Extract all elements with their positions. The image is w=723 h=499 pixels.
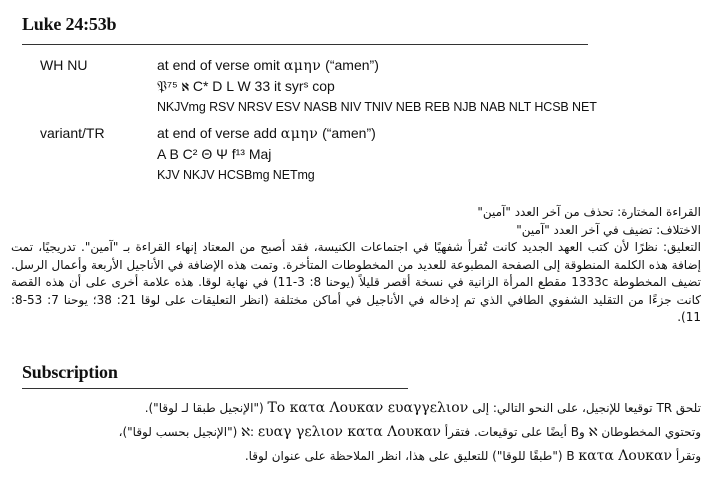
- reading-text-suffix: (“amen”): [318, 125, 376, 141]
- arabic-selected-reading: القراءة المختارة: تحذف من آخر العدد "آمين": [477, 205, 701, 219]
- reading-versions: KJV NKJV HCSBmg NETmg: [157, 168, 315, 182]
- subscription-heading: Subscription: [22, 362, 118, 382]
- reading-witnesses: 𝔓⁷⁵ ℵ C* D L W 33 it syrˢ cop: [157, 78, 335, 94]
- arabic-commentary: [11, 204, 701, 327]
- reading-versions: NKJVmg RSV NRSV ESV NASB NIV TNIV NEB REB NJB NAB NLT HCSB NET: [157, 100, 597, 114]
- subscription-greek: ευαγ γελιον κατα Λουκαν: [257, 424, 441, 440]
- arabic-commentary-text: التعليق: نظرًا لأن كتب العهد الجديد كانت تُقرأ شفهيًا في اجتماعات الكنيسة، فقد أصبح من المعتاد إنهاء القراءة بـ "آمين". تدريجيًا، تمت إضافة هذه الكلمة المنطوقة إلى الصفحة المطبوعة للعديد من المخطوطات المتأخرة. وتمت هذه الإضافة في الأناجيل الأربعة وأعمال الرسل. تضيف المخطوطة 1333c مقطع المرأة الزانية في نسخة أقصر قليلاً (يوحنا 8: 3-11) في نهاية لوقا. هذه علامة أخرى على أن هذه القصة كانت جزءًا من التقليد الشفوي الطافي الذي تم إدخاله في الأناجيل في أماكن مختلفة (انظر التعليقات على لوقا 21: 38؛ يوحنا 7: 53-8: 11).: [11, 240, 702, 324]
- subscription-arabic: تلحق TR توقيعا للإنجيل، على النحو التالي: إلى: [468, 401, 701, 415]
- greek-word: αμην: [283, 58, 322, 74]
- subscription-line: [11, 400, 701, 416]
- subscription-line: [11, 424, 701, 440]
- reading-text-suffix: (“amen”): [321, 57, 379, 73]
- subscription-arabic: وتحتوي المخطوطان ℵ وB أيضًا على توقيعات. فتقرأ ℵ:: [241, 425, 701, 439]
- page-heading: Luke 24:53b: [22, 14, 117, 34]
- subscription-line: [11, 448, 701, 464]
- subscription-arabic: ("طبقًا للوقا") للتعليق على هذا، انظر الملاحظة على عنوان لوقا.: [244, 449, 567, 463]
- greek-word: αμην: [280, 126, 319, 142]
- subscription-arabic: وتقرأ B: [566, 449, 701, 463]
- reading-text: [157, 56, 379, 76]
- subscription-greek: κατα Λουκαν: [578, 448, 673, 464]
- subscription-arabic: ("الإنجيل بحسب لوقا")،: [118, 425, 242, 439]
- reading-label-wh-nu: WH NU: [40, 57, 88, 73]
- subscription-arabic: ("الإنجيل طبقا لـ لوقا").: [144, 401, 268, 415]
- arabic-variant-reading: الاختلاف: تضيف في آخر العدد "آمين": [516, 222, 701, 237]
- reading-witnesses: A B C² Θ Ψ f¹³ Maj: [157, 146, 272, 162]
- reading-text: [157, 124, 376, 144]
- reading-text-prefix: at end of verse omit: [157, 57, 284, 73]
- reading-text-prefix: at end of verse add: [157, 125, 281, 141]
- reading-label-variant-tr: variant/TR: [40, 125, 105, 141]
- subscription-rule: [22, 388, 408, 389]
- subscription-greek: Το κατα Λουκαν ευαγγελιον: [267, 400, 469, 416]
- heading-rule: [22, 44, 588, 45]
